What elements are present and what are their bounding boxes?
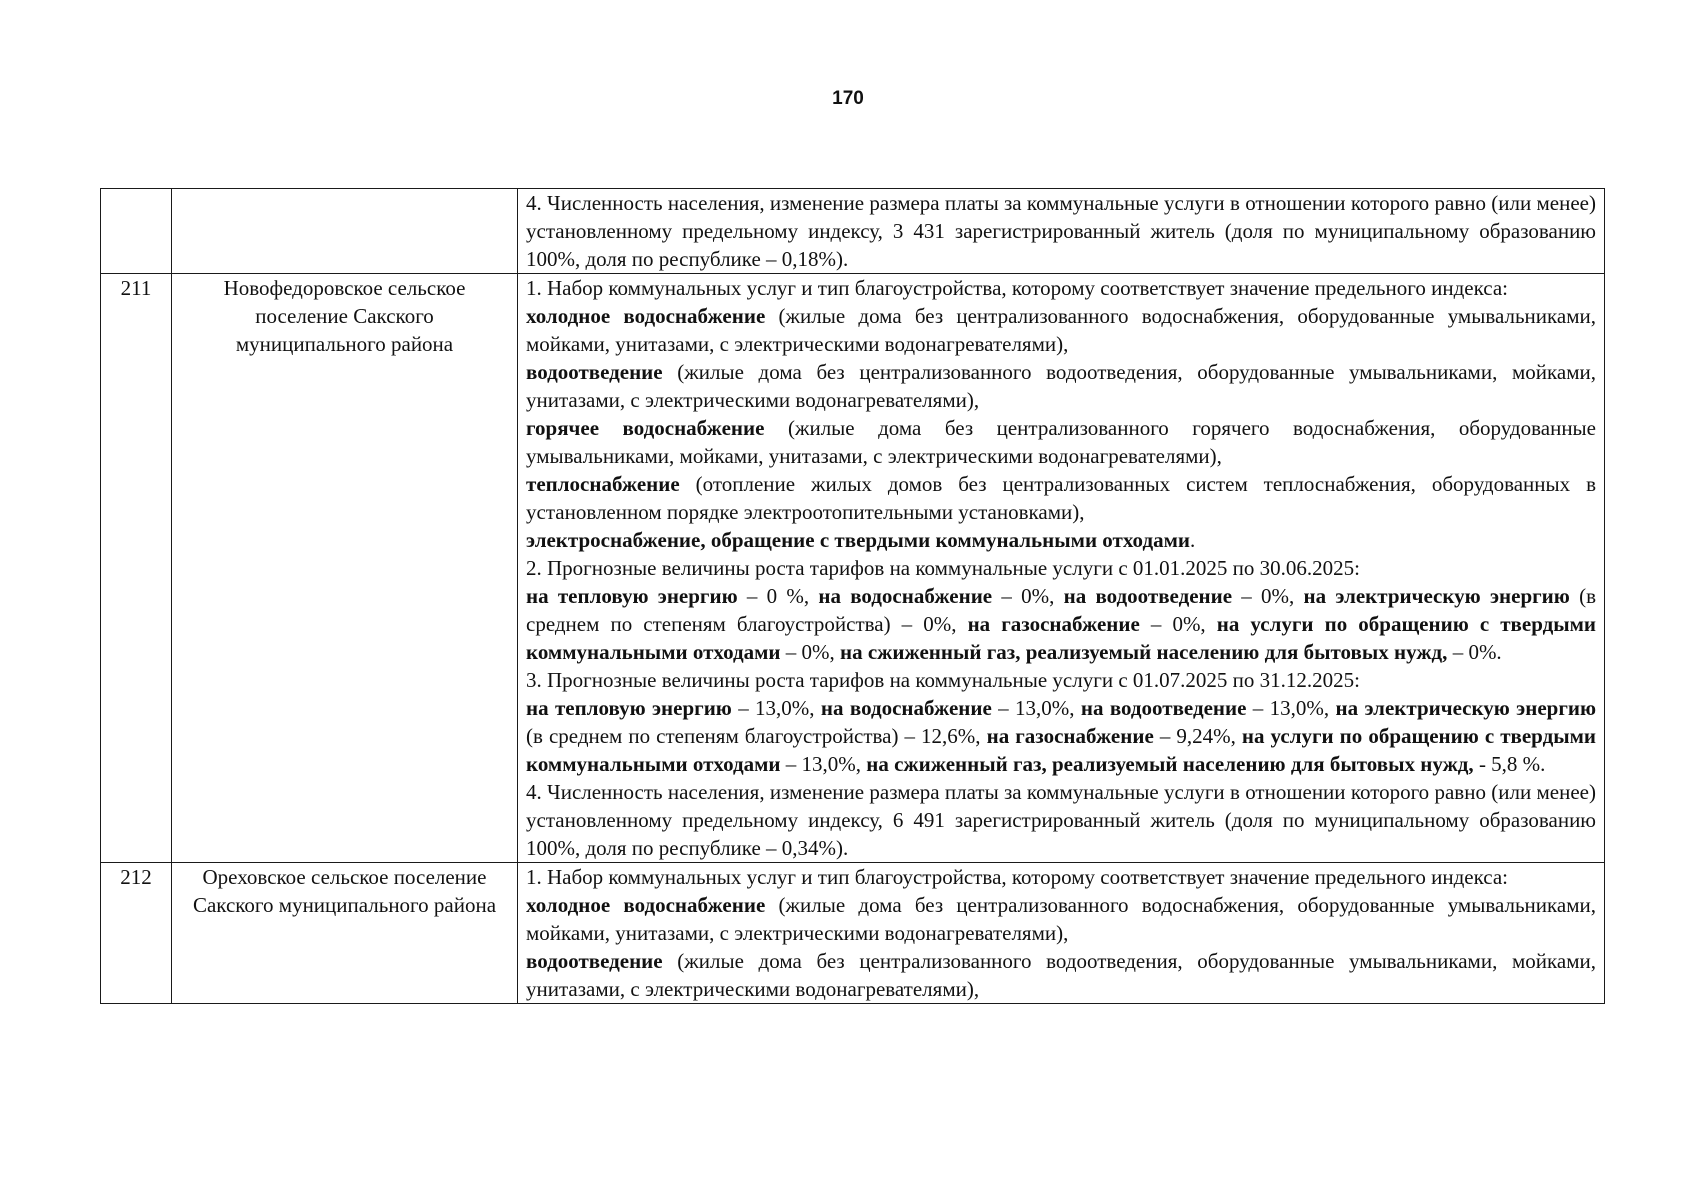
bold-text-segment: на водоотведение [1063, 584, 1233, 608]
bold-text-segment: на водоснабжение [820, 696, 992, 720]
description-paragraph [526, 694, 1596, 778]
description-cell [518, 189, 1605, 274]
municipality-name-cell [172, 189, 518, 274]
bold-text-segment: на электрическую энергию [1335, 696, 1597, 720]
text-segment: (жилые дома без централизованного водоснабжения, оборудованные умывальниками, мойками, унитазами, с электрическими водонагревателями), [526, 893, 1596, 945]
page-number: 170 [832, 88, 864, 109]
description-paragraph [526, 302, 1596, 358]
description-paragraph [526, 274, 1596, 302]
text-segment: (жилые дома без централизованного водоснабжения, оборудованные умывальниками, мойками, унитазами, с электрическими водонагревателями), [526, 304, 1596, 356]
text-segment: 4. Численность населения, изменение размера платы за коммунальные услуги в отношении которого равно (или менее) установленному предельному индексу, 6 491 зарегистрированный житель (доля по муниципальному образованию 100%, доля по республике – 0,34%). [526, 780, 1596, 860]
bold-text-segment: на услуги по обращению с твердыми коммунальными отходами [526, 612, 1597, 664]
text-segment: – 0%, [992, 584, 1064, 608]
description-paragraph [526, 526, 1596, 554]
text-segment: – 0%, [1139, 612, 1217, 636]
text-segment: – 13,0%, [991, 696, 1081, 720]
text-segment: – 9,24%, [1153, 724, 1242, 748]
text-segment: – 0 %, [737, 584, 819, 608]
table-row [101, 274, 1605, 863]
table-row [101, 189, 1605, 274]
bold-text-segment: на газоснабжение [967, 612, 1140, 636]
description-paragraph [526, 666, 1596, 694]
bold-text-segment: на услуги по обращению с твердыми коммунальными отходами [526, 724, 1597, 776]
text-segment: 1. Набор коммунальных услуг и тип благоустройства, которому соответствует значение предельного индекса: [526, 276, 1508, 300]
text-segment: 1. Набор коммунальных услуг и тип благоустройства, которому соответствует значение предельного индекса: [526, 865, 1508, 889]
row-number-cell: 211 [101, 274, 172, 863]
municipality-name-cell: Ореховское сельское поселение Сакского муниципального района [172, 863, 518, 1004]
description-paragraph [526, 554, 1596, 582]
text-segment: (жилые дома без централизованного водоотведения, оборудованные умывальниками, мойками, унитазами, с электрическими водонагревателями), [526, 949, 1596, 1001]
bold-text-segment: холодное водоснабжение [526, 893, 766, 917]
bold-text-segment: электроснабжение, обращение с твердыми коммунальными отходами [526, 528, 1190, 552]
description-paragraph [526, 470, 1596, 526]
text-segment: 4. Численность населения, изменение размера платы за коммунальные услуги в отношении которого равно (или менее) установленному предельному индексу, 3 431 зарегистрированный житель (доля по муниципальному образованию 100%, доля по республике – 0,18%). [526, 191, 1596, 271]
text-segment: – 0%. [1447, 640, 1502, 664]
description-cell [518, 274, 1605, 863]
description-paragraph [526, 778, 1596, 862]
text-segment: – 0%, [1232, 584, 1304, 608]
row-number-cell: 212 [101, 863, 172, 1004]
bold-text-segment: водоотведение [526, 360, 663, 384]
text-segment: (жилые дома без централизованного водоотведения, оборудованные умывальниками, мойками, унитазами, с электрическими водонагревателями), [526, 360, 1596, 412]
text-segment: - 5,8 %. [1473, 752, 1546, 776]
bold-text-segment: на водоотведение [1080, 696, 1247, 720]
text-segment: – 13,0%, [780, 752, 867, 776]
bold-text-segment: водоотведение [526, 949, 663, 973]
text-segment: (в среднем по степеням благоустройства) – 0%, [526, 584, 1596, 636]
bold-text-segment: горячее водоснабжение [526, 416, 765, 440]
description-paragraph [526, 891, 1596, 947]
description-paragraph [526, 414, 1596, 470]
text-segment: . [1189, 528, 1196, 552]
text-segment: – 13,0%, [731, 696, 821, 720]
bold-text-segment: на тепловую энергию [526, 696, 732, 720]
municipality-name-cell: Новофедоровское сельское поселение Сакского муниципального района [172, 274, 518, 863]
bold-text-segment: холодное водоснабжение [526, 304, 766, 328]
row-number-cell [101, 189, 172, 274]
text-segment: 3. Прогнозные величины роста тарифов на коммунальные услуги с 01.07.2025 по 31.12.2025: [526, 668, 1360, 692]
description-paragraph [526, 358, 1596, 414]
text-segment: – 0%, [780, 640, 841, 664]
description-cell [518, 863, 1605, 1004]
description-paragraph [526, 189, 1596, 273]
bold-text-segment: теплоснабжение [526, 472, 680, 496]
text-segment: – 13,0%, [1246, 696, 1336, 720]
bold-text-segment: на водоснабжение [818, 584, 993, 608]
tariff-table [100, 188, 1605, 1004]
text-segment: (в среднем по степеням благоустройства) – 12,6%, [526, 724, 987, 748]
description-paragraph [526, 863, 1596, 891]
text-segment: (жилые дома без централизованного горячего водоснабжения, оборудованные умывальниками, мойками, унитазами, с электрическими водонагревателями), [526, 416, 1596, 468]
text-segment: (отопление жилых домов без централизованных систем теплоснабжения, оборудованных в установленном порядке электроотопительными установками), [526, 472, 1596, 524]
table-row [101, 863, 1605, 1004]
text-segment: 2. Прогнозные величины роста тарифов на коммунальные услуги с 01.01.2025 по 30.06.2025: [526, 556, 1360, 580]
bold-text-segment: на сжиженный газ, реализуемый населению для бытовых нужд, [866, 752, 1474, 776]
description-paragraph [526, 582, 1596, 666]
bold-text-segment: на газоснабжение [986, 724, 1154, 748]
bold-text-segment: на тепловую энергию [526, 584, 738, 608]
bold-text-segment: на электрическую энергию [1303, 584, 1570, 608]
description-paragraph [526, 947, 1596, 1003]
bold-text-segment: на сжиженный газ, реализуемый населению для бытовых нужд, [840, 640, 1448, 664]
